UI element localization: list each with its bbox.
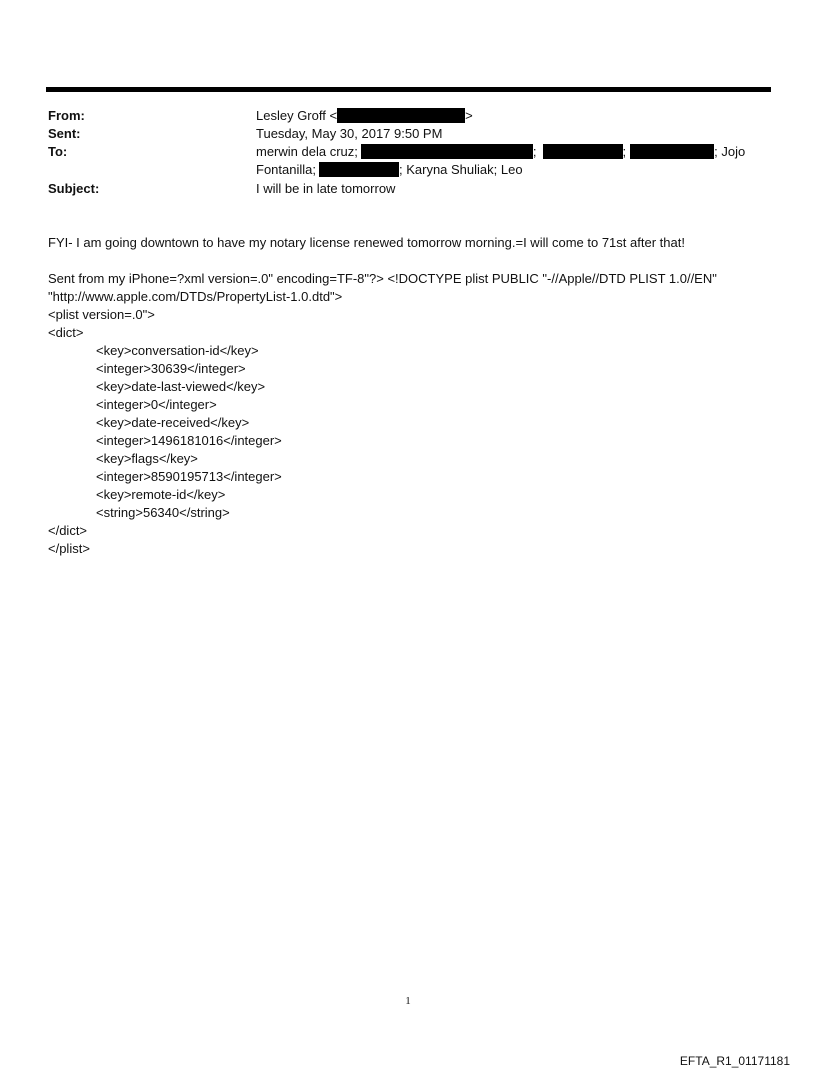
redaction-block (337, 108, 465, 123)
body-line: <string>56340</string> (96, 505, 230, 520)
subject-value: I will be in late tomorrow (256, 181, 396, 196)
from-value (256, 107, 473, 125)
body-line: <dict> (48, 325, 84, 340)
page-number: 1 (405, 995, 411, 1007)
redaction-block (630, 144, 714, 159)
document-id: EFTA_R1_01171181 (679, 1054, 790, 1068)
sent-value: Tuesday, May 30, 2017 9:50 PM (256, 126, 443, 141)
body-line: <key>conversation-id</key> (96, 343, 259, 358)
redaction-block (543, 144, 623, 159)
to-recipient-rest: ; Karyna Shuliak; Leo (398, 162, 523, 177)
body-line: </plist> (48, 541, 90, 556)
from-close: > (465, 108, 473, 123)
redaction-block (319, 162, 399, 177)
redaction-block (361, 144, 533, 159)
to-value-line2 (256, 161, 523, 179)
to-value-line1 (256, 143, 745, 161)
to-separator: ; (532, 144, 537, 159)
subject-label: Subject: (48, 181, 100, 196)
from-label: From: (48, 108, 85, 123)
body-line: "http://www.apple.com/DTDs/PropertyList-1.0.dtd"> (48, 289, 343, 304)
body-line: <key>date-received</key> (96, 415, 250, 430)
to-recipient-jojo: ; Jojo (714, 144, 746, 159)
body-line: <integer>8590195713</integer> (96, 469, 282, 484)
body-line: <key>remote-id</key> (96, 487, 226, 502)
body-line: <key>date-last-viewed</key> (96, 379, 266, 394)
to-recipient-fontanilla: Fontanilla; (256, 162, 316, 177)
header-rule (46, 87, 771, 92)
body-line: <key>flags</key> (96, 451, 198, 466)
body-line: <integer>0</integer> (96, 397, 217, 412)
to-separator: ; (622, 144, 627, 159)
body-line: <plist version=.0"> (48, 307, 155, 322)
body-line: Sent from my iPhone=?xml version=.0" encoding=TF-8"?> <!DOCTYPE plist PUBLIC "-//Apple//DTD PLIST 1.0//EN" (48, 271, 717, 286)
sent-label: Sent: (48, 126, 81, 141)
to-label: To: (48, 144, 68, 159)
body-line: <integer>1496181016</integer> (96, 433, 282, 448)
message-text: FYI- I am going downtown to have my notary license renewed tomorrow morning.=I will come to 71st after that! (48, 235, 685, 250)
to-recipient-1: merwin dela cruz; (256, 144, 358, 159)
body-line: <integer>30639</integer> (96, 361, 246, 376)
body-line: </dict> (48, 523, 88, 538)
from-name: Lesley Groff < (256, 108, 338, 123)
